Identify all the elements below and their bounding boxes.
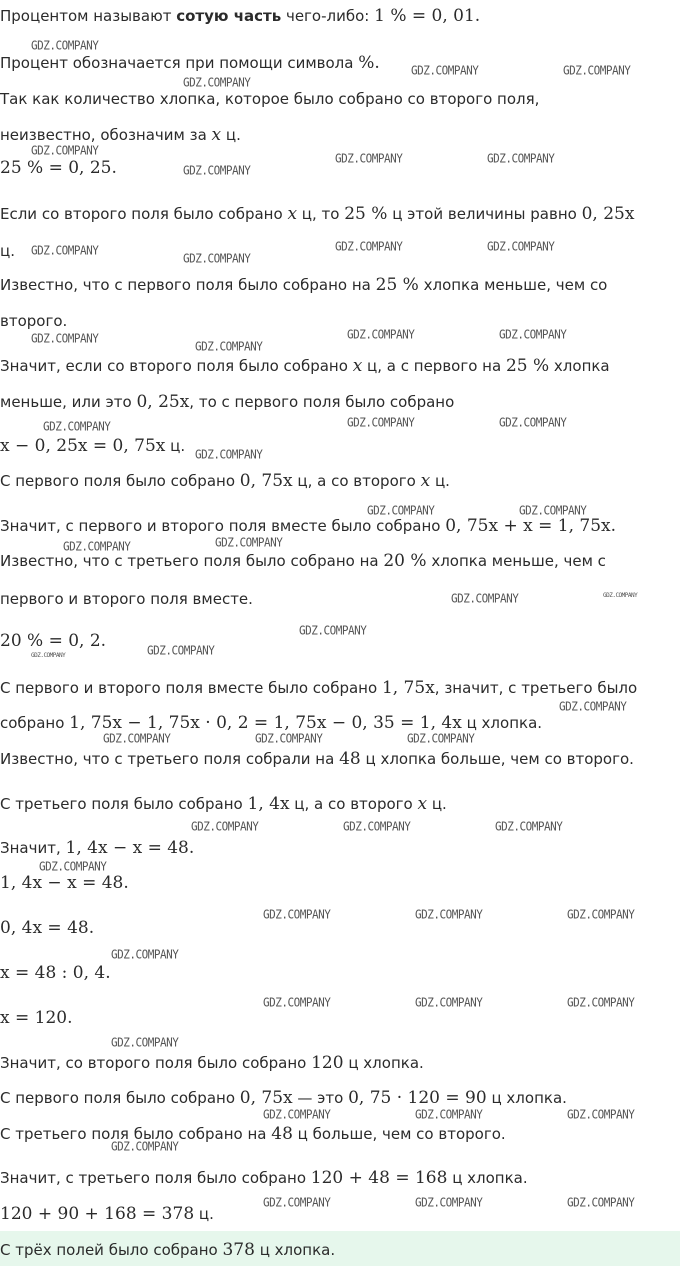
watermark: GDZ.COMPANY	[411, 63, 479, 78]
watermark: GDZ.COMPANY	[563, 63, 631, 78]
text-line	[0, 1008, 73, 1028]
text-line: ц.	[0, 242, 15, 260]
watermark: GDZ.COMPANY	[567, 1195, 635, 1210]
watermark: GDZ.COMPANY	[111, 947, 179, 962]
text-line: Значит, с первого и второго поля вместе было собрано 0, 75x + x = 1, 75x.	[0, 516, 616, 536]
watermark: GDZ.COMPANY	[103, 731, 171, 746]
watermark: GDZ.COMPANY	[263, 1107, 331, 1122]
watermark: GDZ.COMPANY	[43, 419, 111, 434]
text-line: Известно, что с первого поля было собрано на 25 % хлопка меньше, чем со	[0, 275, 608, 295]
text-line: неизвестно, обозначим за x ц.	[0, 125, 241, 145]
formula: x	[352, 356, 363, 376]
text-line: С третьего поля было собрано на 48 ц больше, чем со второго.	[0, 1124, 506, 1144]
formula: 0, 25x	[136, 392, 190, 412]
watermark: GDZ.COMPANY	[31, 331, 99, 346]
watermark: GDZ.COMPANY	[343, 819, 411, 834]
formula: 0, 75x	[239, 1088, 293, 1108]
formula: x	[417, 794, 428, 814]
text-line: 120 + 90 + 168 = 378 ц.	[0, 1204, 214, 1224]
watermark: GDZ.COMPANY	[255, 731, 323, 746]
answer-line: С трёх полей было собрано 378 ц хлопка.	[0, 1240, 336, 1260]
formula: 0, 75 · 120 = 90	[348, 1088, 487, 1108]
formula: 1, 75x − 1, 75x · 0, 2 = 1, 75x − 0, 35 = 1, 4x	[69, 713, 462, 733]
text-line: Если со второго поля было собрано x ц, то 25 % ц этой величины равно 0, 25x	[0, 204, 635, 224]
watermark: GDZ.COMPANY	[39, 859, 107, 874]
formula: x = 48 : 0, 4.	[0, 963, 111, 983]
text-line: С третьего поля было собрано 1, 4x ц, а со второго x ц.	[0, 794, 447, 814]
formula: 0, 75x + x = 1, 75x.	[445, 516, 616, 536]
watermark: GDZ.COMPANY	[519, 503, 587, 518]
watermark: GDZ.COMPANY	[31, 652, 66, 659]
watermark: GDZ.COMPANY	[215, 535, 283, 550]
watermark: GDZ.COMPANY	[407, 731, 475, 746]
watermark: GDZ.COMPANY	[415, 1107, 483, 1122]
formula: 120	[311, 1053, 344, 1073]
formula: x	[420, 471, 431, 491]
watermark: GDZ.COMPANY	[415, 907, 483, 922]
text-line: первого и второго поля вместе.	[0, 590, 253, 608]
watermark: GDZ.COMPANY	[347, 327, 415, 342]
watermark: GDZ.COMPANY	[263, 1195, 331, 1210]
text-line: Значит, если со второго поля было собрано x ц, а с первого на 25 % хлопка	[0, 356, 610, 376]
watermark: GDZ.COMPANY	[111, 1035, 179, 1050]
watermark: GDZ.COMPANY	[263, 995, 331, 1010]
text-line: Значит, 1, 4x − x = 48.	[0, 838, 195, 858]
formula: 25 %	[375, 275, 419, 295]
watermark: GDZ.COMPANY	[451, 591, 519, 606]
formula: x = 120.	[0, 1008, 73, 1028]
formula: 48	[271, 1124, 293, 1144]
watermark: GDZ.COMPANY	[415, 995, 483, 1010]
formula: 48	[339, 749, 361, 769]
text-line: меньше, или это 0, 25x, то с первого поля было собрано	[0, 392, 455, 412]
text-line	[0, 963, 111, 983]
watermark: GDZ.COMPANY	[31, 143, 99, 158]
formula: 20 % = 0, 2.	[0, 631, 107, 651]
text-line: Так как количество хлопка, которое было собрано со второго поля,	[0, 90, 540, 108]
watermark: GDZ.COMPANY	[487, 239, 555, 254]
formula: 120 + 90 + 168 = 378	[0, 1204, 195, 1224]
watermark: GDZ.COMPANY	[499, 415, 567, 430]
watermark: GDZ.COMPANY	[195, 339, 263, 354]
text-line: Известно, что с третьего поля было собрано на 20 % хлопка меньше, чем с	[0, 551, 606, 571]
watermark: GDZ.COMPANY	[183, 75, 251, 90]
formula: x − 0, 25x = 0, 75x	[0, 436, 166, 456]
text-line	[0, 631, 106, 651]
text-line: Значит, со второго поля было собрано 120 ц хлопка.	[0, 1053, 424, 1073]
text-line: собрано 1, 75x − 1, 75x · 0, 2 = 1, 75x − 0, 35 = 1, 4x ц хлопка.	[0, 713, 543, 733]
watermark: GDZ.COMPANY	[367, 503, 435, 518]
formula: 25 %	[505, 356, 550, 376]
text-line: Процентом называют сотую часть чего-либо: 1 % = 0, 01.	[0, 6, 481, 26]
formula: %.	[358, 53, 380, 73]
formula: 25 %	[344, 204, 388, 224]
watermark: GDZ.COMPANY	[183, 251, 251, 266]
watermark: GDZ.COMPANY	[499, 327, 567, 342]
formula: 1, 75x	[381, 678, 435, 698]
formula: 0, 75x	[239, 471, 293, 491]
formula: 120 + 48 = 168	[310, 1168, 448, 1188]
watermark: GDZ.COMPANY	[603, 592, 638, 599]
formula: 378	[222, 1240, 255, 1260]
formula: 0, 4x = 48.	[0, 918, 95, 938]
formula: 1 % = 0, 01.	[374, 6, 481, 26]
watermark: GDZ.COMPANY	[487, 151, 555, 166]
formula: 0, 25x	[581, 204, 635, 224]
text-line: Значит, с третьего поля было собрано 120 + 48 = 168 ц хлопка.	[0, 1168, 528, 1188]
text-line: С первого поля было собрано 0, 75x — это 0, 75 · 120 = 90 ц хлопка.	[0, 1088, 567, 1108]
watermark: GDZ.COMPANY	[183, 163, 251, 178]
watermark: GDZ.COMPANY	[567, 995, 635, 1010]
text-line: Процент обозначается при помощи символа %.	[0, 53, 380, 73]
watermark: GDZ.COMPANY	[31, 38, 99, 53]
watermark: GDZ.COMPANY	[191, 819, 259, 834]
watermark: GDZ.COMPANY	[299, 623, 367, 638]
watermark: GDZ.COMPANY	[195, 447, 263, 462]
formula: 1, 4x − x = 48.	[65, 838, 195, 858]
text-line	[0, 918, 94, 938]
watermark: GDZ.COMPANY	[495, 819, 563, 834]
watermark: GDZ.COMPANY	[147, 643, 215, 658]
watermark: GDZ.COMPANY	[31, 243, 99, 258]
text-line: Известно, что с третьего поля собрали на 48 ц хлопка больше, чем со второго.	[0, 749, 634, 769]
formula: x	[211, 125, 222, 145]
text-line	[0, 158, 117, 178]
watermark: GDZ.COMPANY	[335, 239, 403, 254]
formula: x	[287, 204, 298, 224]
formula: 20 %	[383, 551, 427, 571]
text-line: С первого поля было собрано 0, 75x ц, а со второго x ц.	[0, 471, 450, 491]
text-line	[0, 873, 129, 893]
formula: 25 % = 0, 25.	[0, 158, 117, 178]
text-line: второго.	[0, 312, 68, 330]
watermark: GDZ.COMPANY	[111, 1139, 179, 1154]
bold-term: сотую часть	[176, 7, 282, 25]
text-line: С первого и второго поля вместе было собрано 1, 75x, значит, с третьего было	[0, 678, 638, 698]
watermark: GDZ.COMPANY	[63, 539, 131, 554]
watermark: GDZ.COMPANY	[559, 699, 627, 714]
watermark: GDZ.COMPANY	[415, 1195, 483, 1210]
watermark: GDZ.COMPANY	[567, 907, 635, 922]
watermark: GDZ.COMPANY	[567, 1107, 635, 1122]
watermark: GDZ.COMPANY	[263, 907, 331, 922]
text-line: x − 0, 25x = 0, 75x ц.	[0, 436, 186, 456]
watermark: GDZ.COMPANY	[347, 415, 415, 430]
formula: 1, 4x − x = 48.	[0, 873, 129, 893]
formula: 1, 4x	[247, 794, 290, 814]
watermark: GDZ.COMPANY	[335, 151, 403, 166]
